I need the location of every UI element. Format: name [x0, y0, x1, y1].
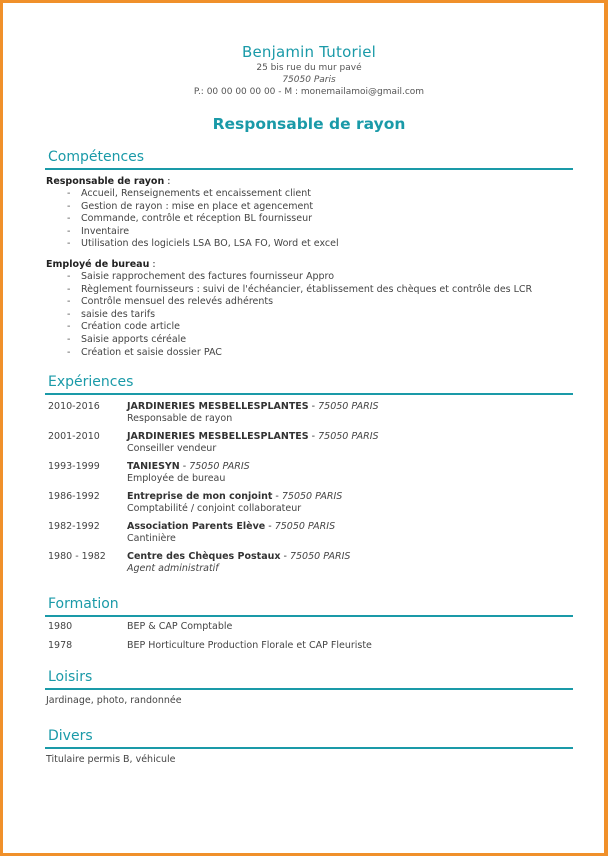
- competence-group-heading: Employé de bureau :: [46, 258, 156, 270]
- list-item: - Commande, contrôle et réception BL fournisseur: [67, 213, 573, 226]
- list-item: - Saisie rapprochement des factures fournisseur Appro: [67, 271, 573, 284]
- experience-company: TANIESYN: [127, 461, 180, 473]
- job-title: Responsable de rayon: [212, 115, 406, 133]
- section-title-loisirs: Loisirs: [45, 668, 573, 690]
- experience-company: Entreprise de mon conjoint: [127, 491, 273, 503]
- list-item: - Règlement fournisseurs : suivi de l'échéancier, établissement des chèques et contrôle des LCR: [67, 284, 573, 297]
- experience-item: 1982-1992 Association Parents Elève - 75050 PARIS Cantinière: [45, 521, 573, 545]
- experience-item: 1980 - 1982 Centre des Chèques Postaux - 75050 PARIS Agent administratif: [45, 551, 573, 575]
- header: [45, 43, 573, 98]
- list-item: - saisie des tarifs: [67, 309, 573, 322]
- section-title-experiences: Expériences: [45, 373, 573, 395]
- cv-page: [45, 43, 573, 766]
- list-item: - Utilisation des logiciels LSA BO, LSA FO, Word et excel: [67, 238, 573, 251]
- address-line-2: 75050 Paris: [282, 75, 336, 85]
- competence-group: [45, 176, 573, 251]
- experience-place: 75050 PARIS: [318, 401, 379, 413]
- divers-text: Titulaire permis B, véhicule: [46, 754, 176, 766]
- section-competences: [45, 148, 573, 359]
- experience-item: 1993-1999 TANIESYN - 75050 PARIS Employée de bureau: [45, 461, 573, 485]
- experience-company: JARDINERIES MESBELLESPLANTES: [127, 401, 309, 413]
- list-item: - Contrôle mensuel des relevés adhérents: [67, 296, 573, 309]
- list-item: - Création et saisie dossier PAC: [67, 347, 573, 360]
- experience-role: Responsable de rayon: [127, 413, 233, 425]
- formation-label: BEP Horticulture Production Florale et CAP Fleuriste: [127, 640, 372, 652]
- section-formation: [45, 595, 573, 652]
- section-divers: [45, 727, 573, 766]
- section-title-divers: Divers: [45, 727, 573, 749]
- section-loisirs: [45, 668, 573, 707]
- experience-years: 1982-1992: [48, 521, 100, 533]
- section-title-competences: Compétences: [45, 148, 573, 170]
- experience-company: Centre des Chèques Postaux: [127, 551, 281, 563]
- experience-years: 1993-1999: [48, 461, 100, 473]
- experience-place: 75050 PARIS: [274, 521, 336, 533]
- experience-role: Agent administratif: [127, 563, 219, 575]
- list-item: - Saisie apports céréale: [67, 334, 573, 347]
- formation-year: 1980: [48, 621, 73, 633]
- address-line-1: 25 bis rue du mur pavé: [256, 63, 362, 73]
- contact-line: P.: 00 00 00 00 00 - M : monemailamoi@gmail.com: [193, 87, 425, 97]
- list-item: - Inventaire: [67, 226, 573, 239]
- loisirs-text: Jardinage, photo, randonnée: [46, 695, 182, 707]
- list-item: - Accueil, Renseignements et encaissement client: [67, 188, 573, 201]
- section-experiences: [45, 373, 573, 575]
- experience-place: 75050 PARIS: [318, 431, 379, 443]
- competence-list: [67, 188, 573, 251]
- formation-item: [45, 640, 573, 652]
- section-title-formation: Formation: [45, 595, 573, 617]
- formation-year: 1978: [48, 640, 73, 652]
- experience-place: 75050 PARIS: [281, 491, 343, 503]
- experience-role: Cantinière: [127, 533, 176, 545]
- experience-role: Comptabilité / conjoint collaborateur: [127, 503, 302, 515]
- experience-role: Employée de bureau: [127, 473, 226, 485]
- experience-role: Conseiller vendeur: [127, 443, 217, 455]
- experience-item: 2001-2010 JARDINERIES MESBELLESPLANTES - 75050 PARIS Conseiller vendeur: [45, 431, 573, 455]
- experience-place: 75050 PARIS: [189, 461, 250, 473]
- experience-place: 75050 PARIS: [289, 551, 351, 563]
- competence-group-heading: Responsable de rayon :: [46, 176, 171, 187]
- formation-item: [45, 621, 573, 633]
- list-item: - Création code article: [67, 321, 573, 334]
- formation-label: BEP & CAP Comptable: [127, 621, 233, 633]
- experience-years: 1980 - 1982: [48, 551, 106, 563]
- experience-years: 1986-1992: [48, 491, 100, 503]
- experience-company: JARDINERIES MESBELLESPLANTES: [127, 431, 309, 443]
- experience-years: 2001-2010: [48, 431, 100, 443]
- experience-years: 2010-2016: [48, 401, 100, 413]
- list-item: - Gestion de rayon : mise en place et agencement: [67, 201, 573, 214]
- candidate-name: Benjamin Tutoriel: [241, 43, 377, 61]
- experience-item: 1986-1992 Entreprise de mon conjoint - 75050 PARIS Comptabilité / conjoint collaborateur: [45, 491, 573, 515]
- experience-item: 2010-2016 JARDINERIES MESBELLESPLANTES - 75050 PARIS Responsable de rayon: [45, 401, 573, 425]
- formation-list: [45, 621, 573, 652]
- competence-group: [45, 259, 573, 359]
- experience-list: [45, 401, 573, 575]
- competence-list: [67, 271, 573, 359]
- experience-company: Association Parents Elève: [127, 521, 266, 533]
